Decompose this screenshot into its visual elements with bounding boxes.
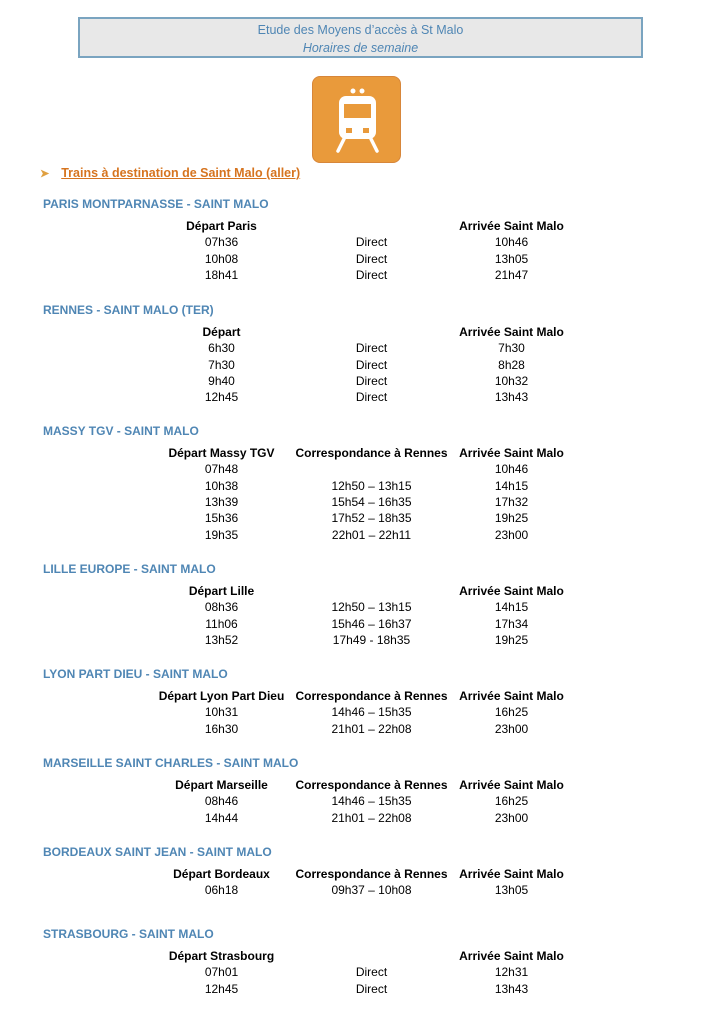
table-cell: 16h25 [494, 705, 529, 720]
table-cell: 08h36 [204, 600, 239, 615]
table-header-row [0, 867, 725, 883]
table-cell: 10h38 [204, 478, 239, 493]
bullet-arrow-icon: ➤ [40, 167, 50, 180]
document-title: Etude des Moyens d’accès à St Malo [257, 23, 464, 37]
table-cell: 15h36 [204, 511, 239, 526]
table-header-row [0, 689, 725, 705]
table-cell: 13h43 [494, 981, 529, 996]
table-cell: 16h30 [204, 721, 239, 736]
table-cell: 7h30 [208, 357, 235, 372]
table-row [0, 341, 725, 357]
table-cell: 19h25 [494, 511, 529, 526]
table-cell: 21h01 – 22h08 [331, 810, 412, 825]
table-cell: 19h25 [494, 632, 529, 647]
table-cell: 15h54 – 16h35 [331, 494, 412, 509]
table-row [0, 811, 725, 827]
column-header: Correspondance à Rennes [295, 778, 448, 792]
table-cell: 12h31 [494, 965, 529, 980]
table-cell: 10h46 [494, 462, 529, 477]
table-row [0, 252, 725, 268]
table-cell: 12h45 [204, 390, 239, 405]
table-row [0, 235, 725, 251]
table-row [0, 462, 725, 478]
column-header: Départ Marseille [175, 778, 268, 792]
table-cell: 06h18 [204, 883, 239, 898]
route-title: LILLE EUROPE - SAINT MALO [43, 562, 216, 576]
table-cell: 8h28 [498, 357, 525, 372]
table-row [0, 358, 725, 374]
table-row [0, 794, 725, 810]
table-cell: 13h39 [204, 494, 239, 509]
table-cell: 07h01 [204, 965, 239, 980]
table-cell: 12h50 – 13h15 [331, 600, 412, 615]
column-header: Arrivée Saint Malo [459, 446, 564, 460]
column-header: Arrivée Saint Malo [459, 689, 564, 703]
table-cell: 10h32 [494, 373, 529, 388]
table-row [0, 528, 725, 544]
column-header: Arrivée Saint Malo [459, 584, 564, 598]
table-row [0, 722, 725, 738]
route-title: MASSY TGV - SAINT MALO [43, 424, 199, 438]
table-cell: 23h00 [494, 721, 529, 736]
table-cell: 07h36 [204, 235, 239, 250]
table-cell: 13h52 [204, 632, 239, 647]
table-cell: 6h30 [208, 341, 235, 356]
table-cell: 17h34 [494, 616, 529, 631]
route-title: STRASBOURG - SAINT MALO [43, 927, 214, 941]
table-cell: 23h00 [494, 810, 529, 825]
column-header: Arrivée Saint Malo [459, 778, 564, 792]
table-cell: 10h46 [494, 235, 529, 250]
table-cell: Direct [355, 341, 388, 356]
column-header: Départ Bordeaux [173, 867, 270, 881]
table-cell: 21h47 [494, 267, 529, 282]
table-cell: 14h46 – 15h35 [331, 794, 412, 809]
table-cell: 21h01 – 22h08 [331, 721, 412, 736]
table-cell: 12h45 [204, 981, 239, 996]
column-header: Départ Lille [188, 584, 255, 598]
table-cell: 12h50 – 13h15 [331, 478, 412, 493]
table-header-row [0, 949, 725, 965]
table-cell: Direct [355, 357, 388, 372]
column-header: Correspondance à Rennes [295, 867, 448, 881]
table-cell: 7h30 [498, 341, 525, 356]
column-header: Correspondance à Rennes [295, 689, 448, 703]
table-row [0, 374, 725, 390]
table-cell: Direct [355, 965, 388, 980]
document-subtitle: Horaires de semaine [302, 41, 419, 55]
table-cell: 17h52 – 18h35 [331, 511, 412, 526]
table-row [0, 982, 725, 998]
table-cell: 17h32 [494, 494, 529, 509]
table-cell: 9h40 [208, 373, 235, 388]
route-title: RENNES - SAINT MALO (TER) [43, 303, 214, 317]
table-row [0, 479, 725, 495]
table-cell: Direct [355, 981, 388, 996]
table-cell: 17h49 - 18h35 [332, 632, 411, 647]
table-cell: 14h15 [494, 478, 529, 493]
section-heading-label: Trains à destination de Saint Malo (aller) [61, 166, 301, 180]
route-title: PARIS MONTPARNASSE - SAINT MALO [43, 197, 269, 211]
table-cell: 23h00 [494, 527, 529, 542]
column-header: Correspondance à Rennes [295, 446, 448, 460]
table-header-row [0, 446, 725, 462]
table-cell: 14h44 [204, 810, 239, 825]
table-cell: 15h46 – 16h37 [331, 616, 412, 631]
table-header-row [0, 325, 725, 341]
table-row [0, 511, 725, 527]
table-cell: 07h48 [204, 462, 239, 477]
table-cell: 11h06 [205, 616, 238, 631]
table-row [0, 268, 725, 284]
route-title: LYON PART DIEU - SAINT MALO [43, 667, 228, 681]
column-header: Départ Massy TGV [168, 446, 275, 460]
column-header: Arrivée Saint Malo [459, 867, 564, 881]
table-header-row [0, 584, 725, 600]
route-title: BORDEAUX SAINT JEAN - SAINT MALO [43, 845, 272, 859]
table-row [0, 705, 725, 721]
column-header: Départ Lyon Part Dieu [158, 689, 285, 703]
table-row [0, 883, 725, 899]
table-cell: Direct [355, 235, 388, 250]
table-row [0, 390, 725, 406]
train-icon [312, 76, 401, 163]
table-cell: 14h15 [494, 600, 529, 615]
table-header-row [0, 778, 725, 794]
table-cell: 14h46 – 15h35 [331, 705, 412, 720]
table-header-row [0, 219, 725, 235]
table-row [0, 965, 725, 981]
table-cell: 09h37 – 10h08 [331, 883, 412, 898]
table-cell: Direct [355, 373, 388, 388]
table-cell: 13h43 [494, 390, 529, 405]
table-cell: 08h46 [204, 794, 239, 809]
table-cell: 13h05 [494, 251, 529, 266]
table-cell: Direct [355, 251, 388, 266]
column-header: Départ Strasbourg [168, 949, 275, 963]
table-cell: 10h31 [204, 705, 239, 720]
column-header: Arrivée Saint Malo [459, 949, 564, 963]
table-row [0, 617, 725, 633]
table-row [0, 495, 725, 511]
column-header: Arrivée Saint Malo [459, 219, 564, 233]
table-row [0, 600, 725, 616]
table-cell: 16h25 [494, 794, 529, 809]
table-cell: Direct [355, 390, 388, 405]
table-cell: 19h35 [204, 527, 239, 542]
table-cell: 22h01 – 22h11 [331, 527, 412, 542]
table-cell: 13h05 [494, 883, 529, 898]
table-cell: Direct [355, 267, 388, 282]
route-title: MARSEILLE SAINT CHARLES - SAINT MALO [43, 756, 299, 770]
column-header: Départ [202, 325, 241, 339]
train-icon-graphic [313, 77, 402, 164]
document-header [78, 17, 643, 58]
column-header: Départ Paris [186, 219, 257, 233]
table-cell: 10h08 [204, 251, 239, 266]
table-row [0, 633, 725, 649]
column-header: Arrivée Saint Malo [459, 325, 564, 339]
section-heading [40, 166, 300, 180]
table-cell: 18h41 [204, 267, 239, 282]
